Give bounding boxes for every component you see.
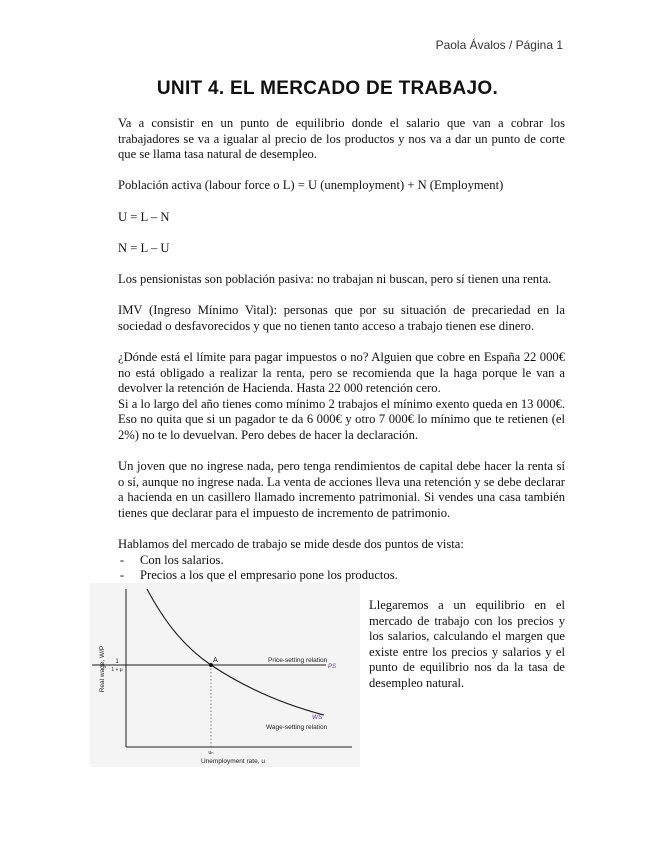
x-tick-label: uₙ bbox=[208, 750, 214, 756]
document-body bbox=[118, 116, 565, 584]
y-tick-denominator: 1 + μ bbox=[111, 667, 123, 673]
ws-tag: WS bbox=[312, 714, 323, 721]
point-label: A bbox=[213, 657, 218, 664]
bullet-list bbox=[118, 553, 565, 584]
paragraph-labour-market: Hablamos del mercado de trabajo se mide desde dos puntos de vista: bbox=[118, 537, 464, 552]
formula-employment: N = L – U bbox=[118, 240, 170, 255]
y-axis-label: Real wage, W/P bbox=[99, 645, 106, 693]
list-item bbox=[118, 568, 565, 584]
paragraph-tax-limit: ¿Dónde está el límite para pagar impuestos o no? Alguien que cobre en España 22 000€ no está obligado a realizar la renta, pero se recomienda que la haga porque le van a devolver la retención de Hacienda. Hasta 22 000 retención cero. bbox=[118, 349, 565, 396]
paragraph-two-jobs: Si a lo largo del año tienes como mínimo 2 trabajos el mínimo exento queda en 13 000€. Eso no quita que si un pagador te da 6 000€ y otro 7 000€ lo mínimo que te retienen (el 2%) no te lo devuelvan. Pero debes de hacer la declaración. bbox=[118, 396, 565, 442]
paragraph-intro: Va a consistir en un punto de equilibrio donde el salario que van a cobrar los trabajadores se va a igualar al precio de los productos y nos va a dar un punto de corte que se llama tasa natural de desempleo. bbox=[118, 116, 565, 162]
page-header: Paola Ávalos / Página 1 bbox=[435, 38, 563, 52]
ps-tag: PS bbox=[328, 664, 337, 670]
ws-label: Wage-setting relation bbox=[266, 724, 328, 731]
page-title: UNIT 4. EL MERCADO DE TRABAJO. bbox=[156, 78, 499, 99]
paragraph-young-person: Un joven que no ingrese nada, pero tenga rendimientos de capital debe hacer la renta sí o sí, aunque no ingrese nada. La venta de acciones lleva una retención y se debe declarar a hacienda en un casillero llamado incremento patrimonial. Si vendes una casa también tienes que declarar para el impuesto de incremento de patrimonio. bbox=[118, 459, 565, 520]
y-tick-numerator: 1 bbox=[115, 659, 119, 665]
bullet-marker: - bbox=[119, 568, 125, 583]
equilibrium-diagram bbox=[90, 583, 360, 767]
x-axis-label: Unemployment rate, u bbox=[201, 758, 265, 765]
bullet-marker: - bbox=[119, 552, 125, 567]
paragraph-imv: IMV (Ingreso Mínimo Vital): personas que por su situación de precariedad en la sociedad o desfavorecidos y que no tienen tanto acceso a trabajo tienen ese dinero. bbox=[118, 303, 565, 333]
bullet-text: Con los salarios. bbox=[140, 552, 224, 567]
bullet-text: Precios a los que el empresario pone los productos. bbox=[140, 568, 398, 583]
formula-unemployment: U = L – N bbox=[118, 209, 170, 224]
paragraph-labour-force: Población activa (labour force o L) = U (unemployment) + N (Employment) bbox=[118, 178, 504, 193]
labour-market-figure bbox=[90, 583, 360, 767]
list-item bbox=[118, 553, 565, 569]
ps-label: Price-setting relation bbox=[268, 657, 328, 664]
figure-background bbox=[90, 583, 360, 767]
figure-explanation: Llegaremos a un equilibrio en el mercado de trabajo con los precios y los salarios, calculando el margen que existe entre los precios y salarios y el punto de equilibrio nos da la tasa de desempleo natural. bbox=[369, 598, 565, 690]
paragraph-pensioners: Los pensionistas son población pasiva: no trabajan ni buscan, pero sí tienen una renta. bbox=[118, 271, 552, 286]
